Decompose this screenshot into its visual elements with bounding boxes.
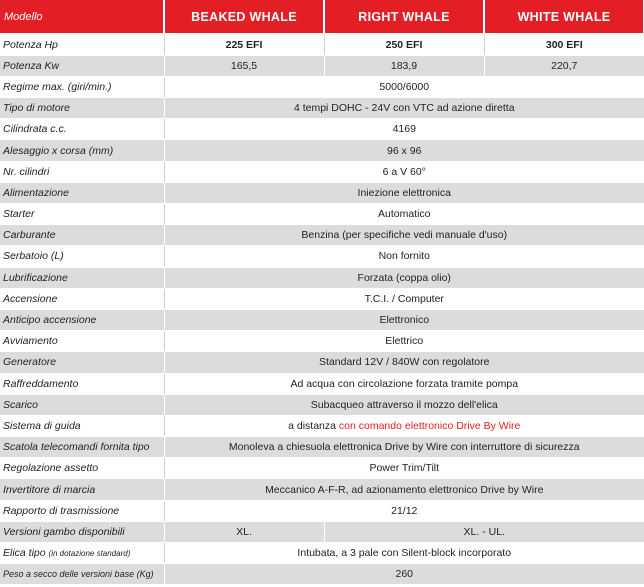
table-row	[0, 288, 644, 309]
row-label	[0, 543, 164, 564]
row-value: Automatico	[164, 204, 644, 225]
table-row	[0, 394, 644, 415]
table-row	[0, 267, 644, 288]
table-row	[0, 373, 644, 394]
row-value-left: XL.	[164, 521, 324, 542]
row-label: Potenza Hp	[0, 34, 164, 55]
row-label: Nr. cilindri	[0, 161, 164, 182]
row-label: Potenza Kw	[0, 55, 164, 76]
table-row	[0, 225, 644, 246]
row-value: Power Trim/Tilt	[164, 458, 644, 479]
row-value-right: XL. - UL.	[324, 521, 644, 542]
row-label: Accensione	[0, 288, 164, 309]
row-label: Peso a secco delle versioni base (Kg)	[0, 564, 164, 585]
row-value: 5000/6000	[164, 76, 644, 97]
row-label: Raffreddamento	[0, 373, 164, 394]
row-label: Versioni gambo disponibili	[0, 521, 164, 542]
table-row	[0, 76, 644, 97]
row-value: 220,7	[484, 55, 644, 76]
table-row	[0, 204, 644, 225]
row-value: Intubata, a 3 pale con Silent-block incorporato	[164, 543, 644, 564]
row-value: 4 tempi DOHC - 24V con VTC ad azione diretta	[164, 98, 644, 119]
table-row	[0, 352, 644, 373]
row-value: Ad acqua con circolazione forzata tramite pompa	[164, 373, 644, 394]
row-label: Invertitore di marcia	[0, 479, 164, 500]
row-label: Cilindrata c.c.	[0, 119, 164, 140]
table-row	[0, 55, 644, 76]
row-value: Standard 12V / 840W con regolatore	[164, 352, 644, 373]
row-value: Iniezione elettronica	[164, 182, 644, 203]
row-value: Monoleva a chiesuola elettronica Drive by Wire con interruttore di sicurezza	[164, 437, 644, 458]
row-value: 96 x 96	[164, 140, 644, 161]
elica-label: Elica tipo	[3, 547, 46, 560]
row-value: 260	[164, 564, 644, 585]
table-row	[0, 119, 644, 140]
table-row	[0, 564, 644, 585]
row-value: 300 EFI	[484, 34, 644, 55]
row-label: Serbatoio (L)	[0, 246, 164, 267]
row-label: Lubrificazione	[0, 267, 164, 288]
row-label: Alesaggio x corsa (mm)	[0, 140, 164, 161]
row-label: Tipo di motore	[0, 98, 164, 119]
row-value: Elettronico	[164, 309, 644, 330]
row-value: 4169	[164, 119, 644, 140]
table-row	[0, 140, 644, 161]
row-label: Alimentazione	[0, 182, 164, 203]
header-row	[0, 0, 644, 34]
guida-highlight: con comando elettronico Drive By Wire	[338, 419, 521, 432]
row-value: 183,9	[324, 55, 484, 76]
guida-prefix: a distanza	[288, 419, 339, 432]
row-value	[164, 415, 644, 436]
table-row	[0, 34, 644, 55]
table-row	[0, 543, 644, 564]
elica-note: (in dotazione standard)	[48, 549, 131, 559]
table-row	[0, 98, 644, 119]
row-label: Regime max. (giri/min.)	[0, 76, 164, 97]
table-row	[0, 415, 644, 436]
row-value: 225 EFI	[164, 34, 324, 55]
row-label: Regolazione assetto	[0, 458, 164, 479]
model-right-whale: RIGHT WHALE	[324, 0, 484, 34]
row-label: Starter	[0, 204, 164, 225]
row-label: Avviamento	[0, 331, 164, 352]
table-row	[0, 246, 644, 267]
table-row	[0, 479, 644, 500]
table-row	[0, 309, 644, 330]
row-label: Rapporto di trasmissione	[0, 500, 164, 521]
table-row	[0, 458, 644, 479]
row-value: 165,5	[164, 55, 324, 76]
row-value: 250 EFI	[324, 34, 484, 55]
table-row	[0, 182, 644, 203]
table-row	[0, 500, 644, 521]
row-value: Elettrico	[164, 331, 644, 352]
row-value: Subacqueo attraverso il mozzo dell'elica	[164, 394, 644, 415]
table-row	[0, 437, 644, 458]
row-label: Scatola telecomandi fornita tipo	[0, 437, 164, 458]
table-row	[0, 161, 644, 182]
row-value: Benzina (per specifiche vedi manuale d'uso)	[164, 225, 644, 246]
table-row	[0, 331, 644, 352]
row-value: Non fornito	[164, 246, 644, 267]
row-value: 6 a V 60°	[164, 161, 644, 182]
row-value: Forzata (coppa olio)	[164, 267, 644, 288]
row-value: 21/12	[164, 500, 644, 521]
model-header-label: Modello	[0, 0, 164, 34]
row-label: Sistema di guida	[0, 415, 164, 436]
row-label: Anticipo accensione	[0, 309, 164, 330]
model-white-whale: WHITE WHALE	[484, 0, 644, 34]
row-label: Generatore	[0, 352, 164, 373]
row-value: T.C.I. / Computer	[164, 288, 644, 309]
model-beaked-whale: BEAKED WHALE	[164, 0, 324, 34]
row-label: Scarico	[0, 394, 164, 415]
row-label: Carburante	[0, 225, 164, 246]
row-value: Meccanico A-F-R, ad azionamento elettronico Drive by Wire	[164, 479, 644, 500]
table-row	[0, 521, 644, 542]
